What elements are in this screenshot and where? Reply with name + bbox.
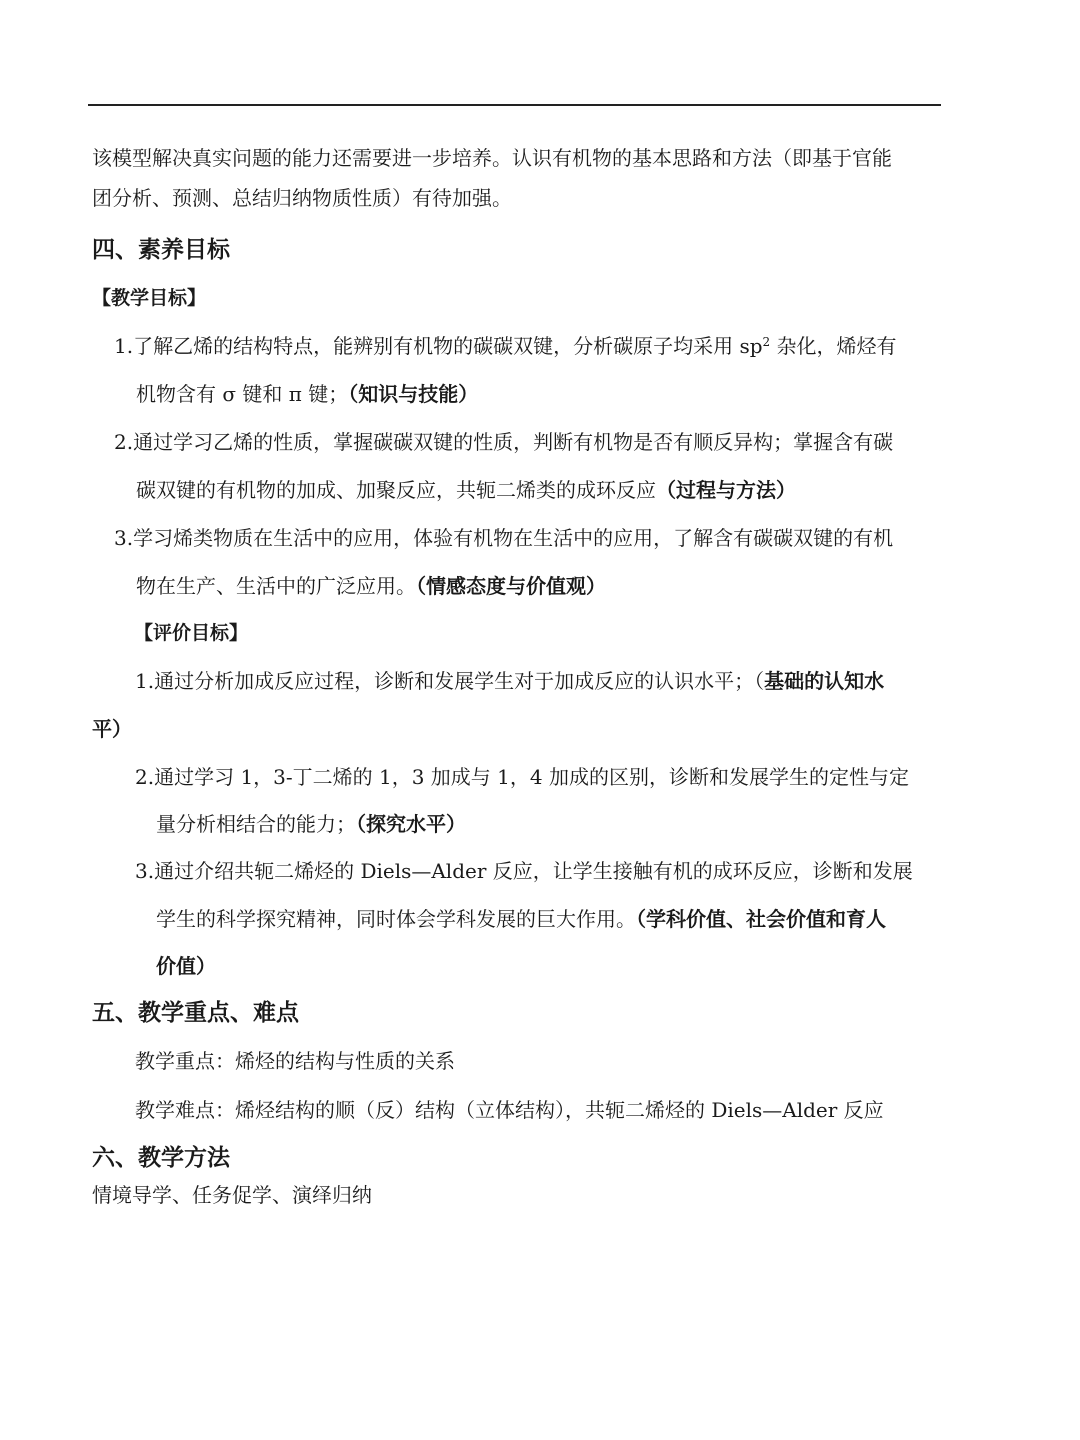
goal-tag: （过程与方法）	[656, 478, 796, 502]
teaching-goal-1-line-1: 1.了解乙烯的结构特点，能辨别有机物的碳碳双键，分析碳原子均采用 $sp^2$ 杂化，烯烃有	[114, 334, 897, 358]
difficulty-text: 教学难点：烯烃结构的顺（反）结构（立体结构），共轭二烯烃的 Diels—Alder 反应	[135, 1098, 884, 1122]
superscript: 2	[762, 335, 771, 349]
evaluation-goals-heading: 【评价目标】	[134, 622, 249, 644]
teaching-methods-text: 情境导学、任务促学、演绎归纳	[92, 1183, 372, 1207]
key-point-text: 教学重点：烯烃的结构与性质的关系	[135, 1049, 455, 1073]
evaluation-goal-1-line-2	[92, 715, 132, 743]
goal-tag: 价值）	[156, 954, 216, 978]
goal-tag: （探究水平）	[356, 812, 466, 836]
teaching-goals-heading: 【教学目标】	[92, 287, 207, 309]
section-5-title: 五、教学重点、难点	[92, 1000, 299, 1026]
section-6-title: 六、教学方法	[92, 1145, 230, 1171]
intro-line-1: 该模型解决真实问题的能力还需要进一步培养。认识有机物的基本思路和方法（即基于官能	[92, 146, 892, 170]
intro-line-2: 团分析、预测、总结归纳物质性质）有待加强。	[92, 186, 512, 210]
evaluation-goal-1-line-1: 1.通过分析加成反应过程，诊断和发展学生对于加成反应的认识水平；（基础的认知水	[135, 669, 885, 693]
teaching-goal-3-line-1: 3.学习烯类物质在生活中的应用，体验有机物在生活中的应用，了解含有碳碳双键的有机	[114, 526, 894, 550]
header-rule	[88, 104, 941, 106]
teaching-goal-2-line-2: 碳双键的有机物的加成、加聚反应，共轭二烯类的成环反应（过程与方法）	[136, 478, 796, 502]
goal-tag: （情感态度与价值观）	[416, 574, 606, 598]
evaluation-goal-2-line-2: 量分析相结合的能力；（探究水平）	[156, 812, 466, 836]
evaluation-goal-2-line-1: 2.通过学习 1，3-丁二烯的 1，3 加成与 1，4 加成的区别，诊断和发展学生的定性与定	[135, 765, 909, 789]
evaluation-goal-3-line-1: 3.通过介绍共轭二烯烃的 Diels—Alder 反应，让学生接触有机的成环反应，诊断和发展	[135, 859, 913, 883]
section-4-title: 四、素养目标	[92, 237, 230, 263]
goal-tag: （知识与技能）	[348, 382, 479, 406]
teaching-goal-2-line-1: 2.通过学习乙烯的性质，掌握碳碳双键的性质，判断有机物是否有顺反异构；掌握含有碳	[114, 430, 894, 454]
evaluation-goal-3-line-3	[156, 952, 216, 980]
goal-tag: 基础的认知水	[764, 669, 885, 693]
goal-tag: 平）	[92, 717, 132, 741]
teaching-goal-1-line-2: 机物含有 σ 键和 π 键；（知识与技能）	[136, 382, 479, 406]
evaluation-goal-3-line-2: 学生的科学探究精神，同时体会学科发展的巨大作用。（学科价值、社会价值和育人	[156, 907, 886, 931]
goal-tag: （学科价值、社会价值和育人	[636, 907, 886, 931]
teaching-goal-3-line-2: 物在生产、生活中的广泛应用。（情感态度与价值观）	[136, 574, 606, 598]
